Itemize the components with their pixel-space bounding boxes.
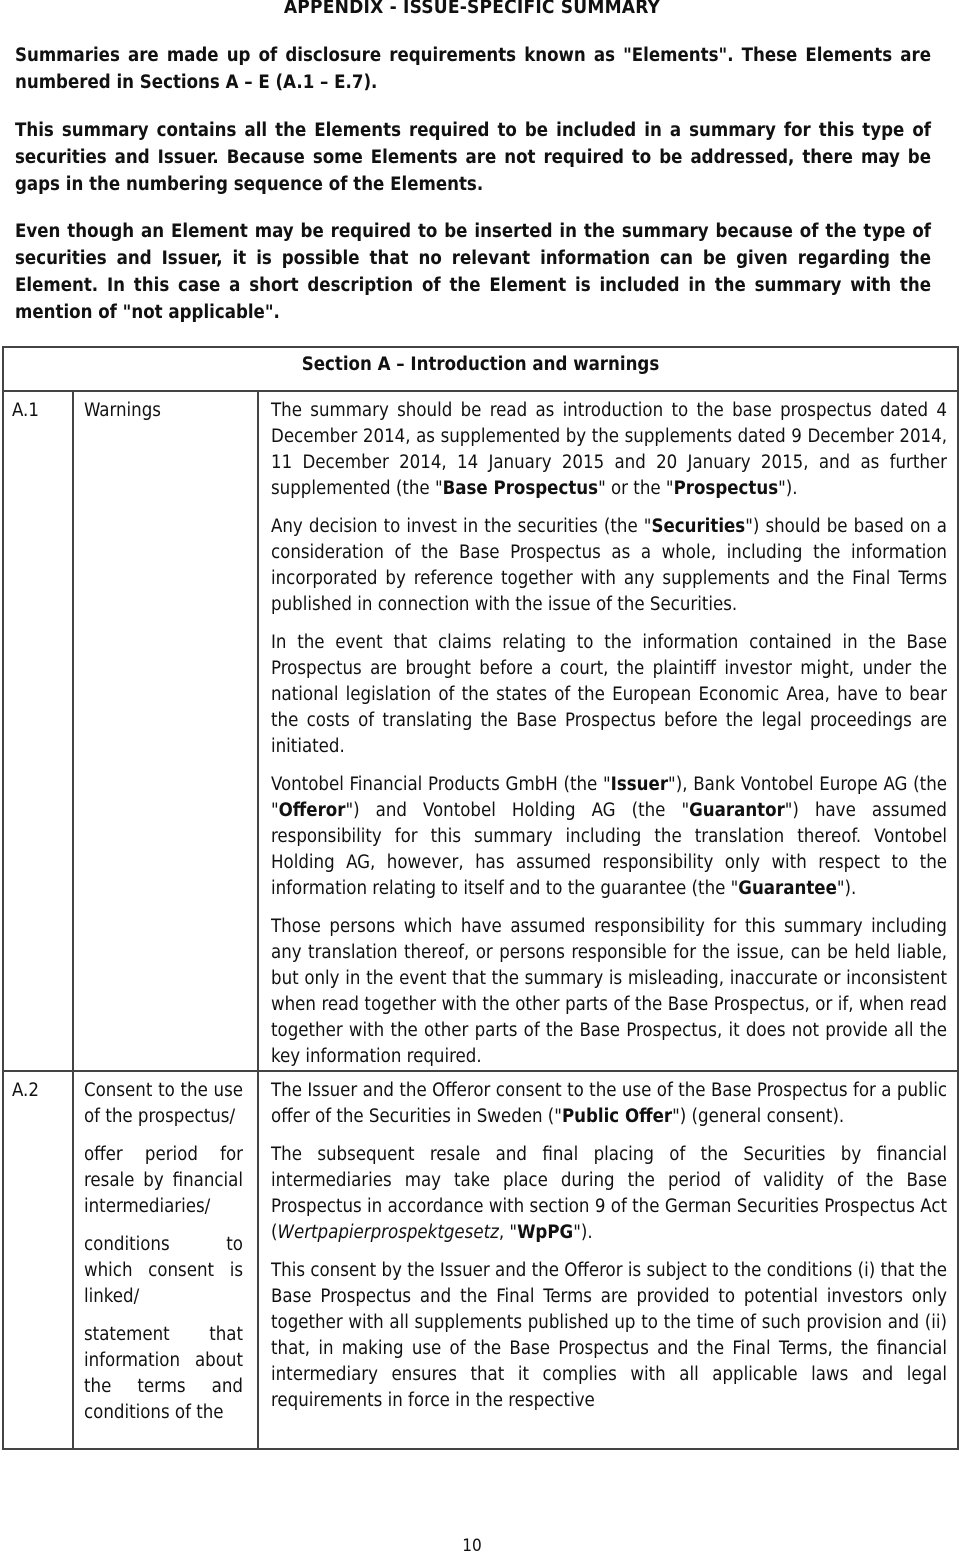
text-run: Wertpapierprospektgesetz <box>277 1222 499 1243</box>
element-row-a1 <box>3 391 958 1071</box>
text-run: Those persons which have assumed responsibility for this summary including any translation thereof, or persons responsible for the issue, can be held liable, but only in the event that the summary is misleading, inaccurate or inconsistent when read together with the other parts of the Base Prospectus, or if, when read together with the other parts of the Base Prospectus, it does not provide all the key information required. <box>271 916 947 1067</box>
defined-term: Issuer <box>610 774 669 795</box>
text-run: "). <box>573 1222 593 1243</box>
text-run: " or the " <box>598 478 674 499</box>
content-paragraph <box>271 914 947 1070</box>
element-label <box>73 391 258 1071</box>
text-run: Any decision to invest in the securities (the " <box>271 516 652 537</box>
text-run: ") have assumed responsibility for this summary including the translation thereof. Vontobel Holding AG, however, has assumed responsibility only with respect to the information relating to itself and to the guarantee (the " <box>271 800 947 899</box>
element-label <box>73 1071 258 1449</box>
element-row-a2 <box>3 1071 958 1449</box>
text-run: In the event that claims relating to the information contained in the Base Prospectus are brought before a court, the plaintiff investor might, under the national legislation of the states of the European Economic Area, have to bear the costs of translating the Base Prospectus before the legal proceedings are initiated. <box>271 632 947 757</box>
page-number: 10 <box>462 1536 482 1556</box>
text-run: This consent by the Issuer and the Offeror is subject to the conditions (i) that the Base Prospectus and the Final Terms are provided to potential investors only together with all supplements published up to the time of such provision and (ii) that, in making use of the Base Prospectus and the Final Terms, the financial intermediary ensures that it complies with all applicable laws and legal requirements in force in the respective <box>271 1260 947 1411</box>
intro-paragraph-2: This summary contains all the Elements required to be included in a summary for this type of securities and Issuer. Because some Elements are not required to be addressed, there may be gaps in the numbering sequence of the Elements. <box>15 120 931 195</box>
text-run: "). <box>836 878 857 899</box>
element-label-line: statement that information about the terms and conditions of the <box>84 1324 243 1423</box>
content-paragraph <box>271 1258 947 1414</box>
content-paragraph <box>271 398 947 502</box>
text-run: The Issuer and the Offeror consent to the use of the Base Prospectus for a public offer of the Securities in Sweden (" <box>271 1080 947 1127</box>
summary-table <box>2 346 959 1450</box>
element-code: A.2 <box>3 1071 73 1449</box>
defined-term: Prospectus <box>673 478 779 499</box>
defined-term: Guarantee <box>738 878 837 899</box>
element-content <box>258 1071 958 1449</box>
element-label-line: conditions to which consent is linked/ <box>84 1234 243 1307</box>
section-header-row <box>3 347 958 391</box>
text-run: Vontobel Financial Products GmbH (the " <box>271 774 611 795</box>
content-paragraph <box>271 1078 947 1130</box>
defined-term: Offeror <box>278 800 346 821</box>
text-run: The summary should be read as introduction to the base prospectus dated 4 December 2014, as supplemented by the supplements dated 9 December 2014, 11 December 2014, 14 January 2015 and 20 January 2015, and as further supplemented (the " <box>271 400 947 499</box>
content-paragraph <box>271 630 947 760</box>
content-paragraph <box>271 772 947 902</box>
text-run: "). <box>778 478 798 499</box>
text-run: "), Bank Vontobel Europe AG (the " <box>271 774 947 821</box>
element-label-line: Consent to the use of the prospectus/ <box>84 1080 243 1127</box>
text-run: ") and Vontobel Holding AG (the " <box>345 800 690 821</box>
element-code: A.1 <box>3 391 73 1071</box>
intro-paragraph-3: Even though an Element may be required to be inserted in the summary because of the type of securities and Issuer, it is possible that no relevant information can be given regarding the Element. In this case a short description of the Element is included in the summary with the mention of "not applicable". <box>15 221 931 323</box>
element-label-line: offer period for resale by financial intermediaries/ <box>84 1144 243 1217</box>
intro-paragraph-1: Summaries are made up of disclosure requirements known as "Elements". These Elements are numbered in Sections A – E (A.1 – E.7). <box>15 45 931 93</box>
page-title: APPENDIX - ISSUE-SPECIFIC SUMMARY <box>283 0 661 18</box>
defined-term: Guarantor <box>689 800 785 821</box>
defined-term: Base Prospectus <box>442 478 599 499</box>
element-content <box>258 391 958 1071</box>
defined-term: Securities <box>651 516 746 537</box>
text-run: ") (general consent). <box>672 1106 845 1127</box>
defined-term: Public Offer <box>561 1106 673 1127</box>
element-label-line: Warnings <box>84 400 161 421</box>
text-run: The subsequent resale and final placing of the Securities by financial intermediaries may take place during the period of validity of the Base Prospectus in accordance with section 9 of the German Securities Prospectus Act ( <box>271 1144 947 1243</box>
text-run: , " <box>498 1222 518 1243</box>
defined-term: WpPG <box>517 1222 574 1243</box>
text-run: ") should be based on a consideration of the Base Prospectus as a whole, including the information incorporated by reference together with any supplements and the Final Terms published in connection with the issue of the Securities. <box>271 516 947 615</box>
section-title: Section A – Introduction and warnings <box>3 347 958 391</box>
content-paragraph <box>271 514 947 618</box>
content-paragraph <box>271 1142 947 1246</box>
